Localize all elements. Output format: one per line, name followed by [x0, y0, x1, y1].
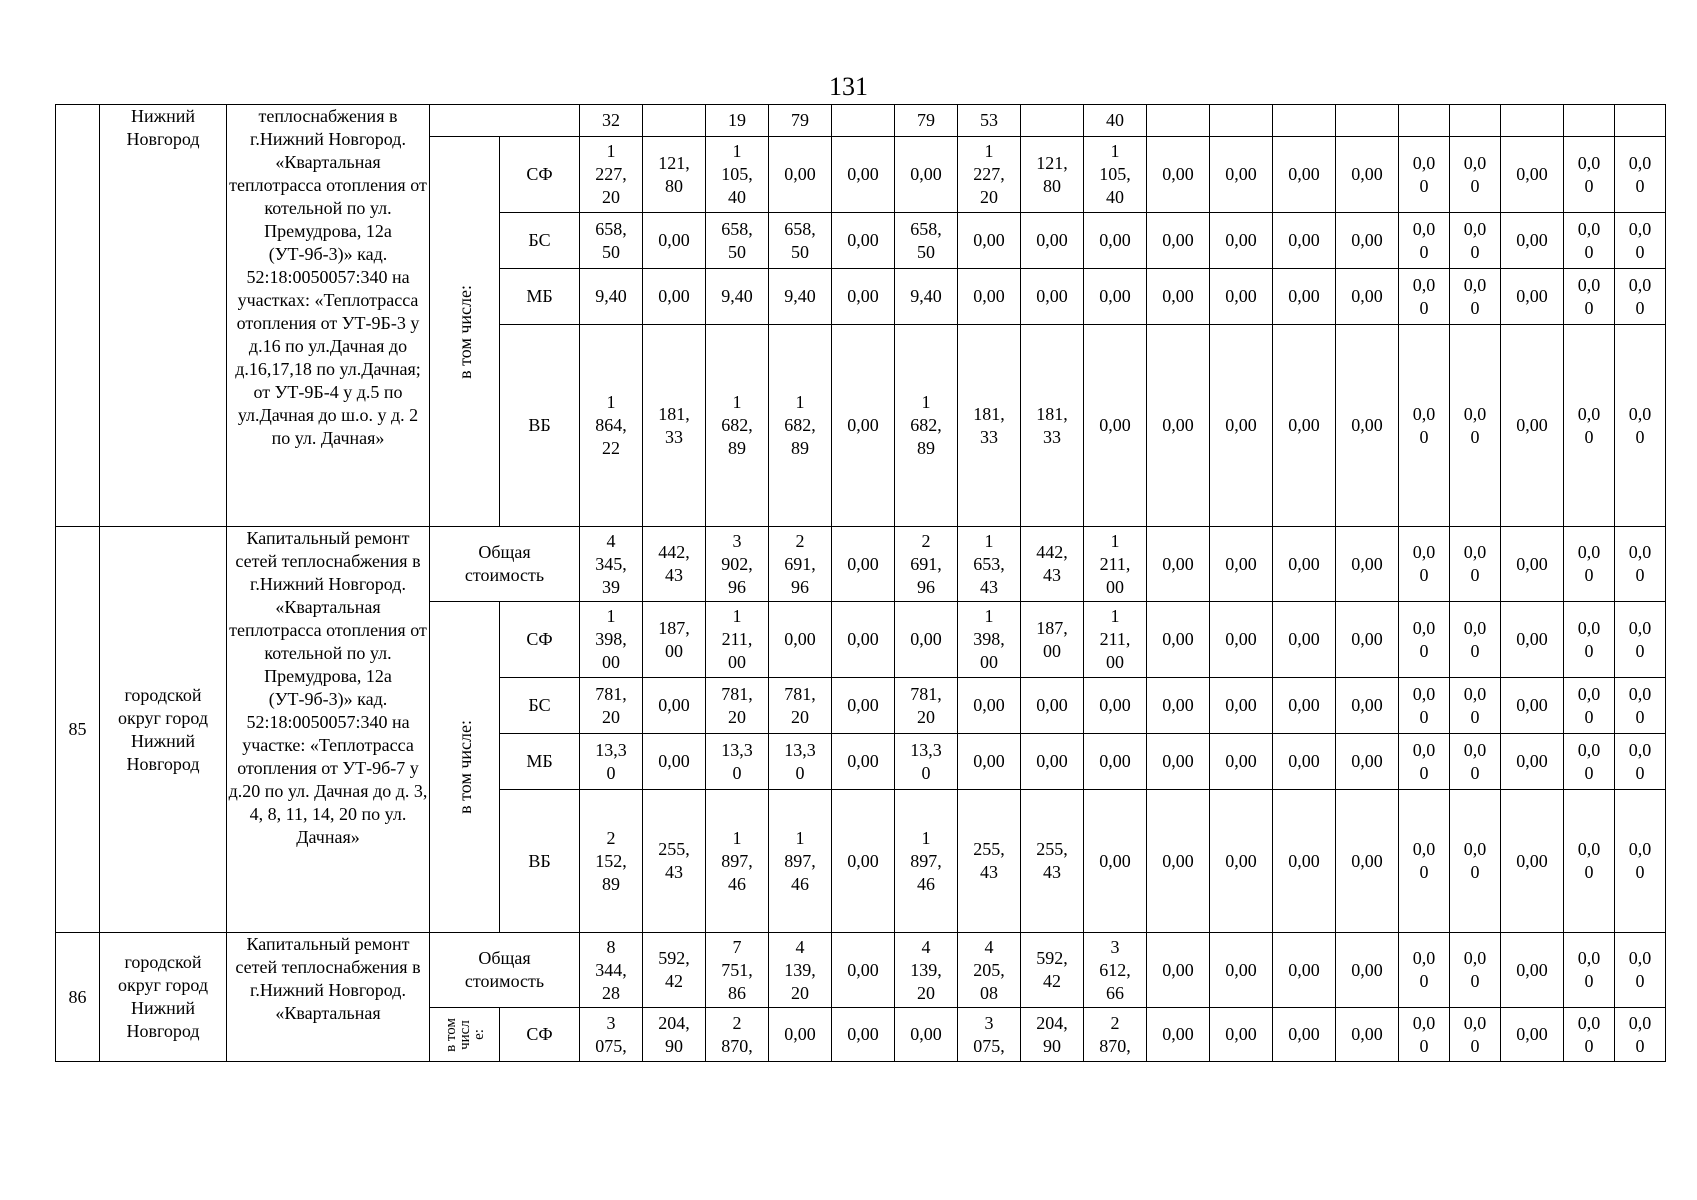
value-cell: 0,00: [1084, 269, 1147, 325]
value-cell: 1 653, 43: [958, 527, 1021, 602]
value-cell: 0,00: [1273, 678, 1336, 734]
value-cell: 181, 33: [643, 325, 706, 527]
value-cell: 0,00: [832, 790, 895, 933]
value-cell: 0,00: [1084, 678, 1147, 734]
value-cell: 121, 80: [1021, 137, 1084, 213]
value-cell: 0,00: [1273, 790, 1336, 933]
value-cell: 1 897, 46: [706, 790, 769, 933]
value-cell: 0,00: [1210, 325, 1273, 527]
value-cell: 1 211, 00: [1084, 602, 1147, 678]
value-cell: 0,00: [1501, 933, 1564, 1008]
value-cell: 442, 43: [643, 527, 706, 602]
value-cell: 204, 90: [643, 1008, 706, 1062]
value-cell: 0,0 0: [1399, 137, 1450, 213]
value-cell: 1 227, 20: [958, 137, 1021, 213]
value-cell: 592, 42: [1021, 933, 1084, 1008]
value-cell: 0,0 0: [1450, 325, 1501, 527]
value-cell: 0,00: [769, 1008, 832, 1062]
value-cell: 181, 33: [958, 325, 1021, 527]
funding-type: БС: [500, 213, 580, 269]
value-cell: 0,00: [832, 602, 895, 678]
value-cell: 79: [895, 105, 958, 137]
value-cell: 0,0 0: [1450, 734, 1501, 790]
group-label: [430, 602, 500, 933]
value-cell: 0,0 0: [1615, 213, 1666, 269]
value-cell: 0,00: [643, 734, 706, 790]
value-cell: 0,00: [1021, 678, 1084, 734]
value-cell: 0,00: [1084, 213, 1147, 269]
value-cell: 0,00: [958, 678, 1021, 734]
value-cell: 0,0 0: [1399, 1008, 1450, 1062]
value-cell: 0,00: [643, 269, 706, 325]
value-cell: 0,00: [1336, 137, 1399, 213]
value-cell: [1615, 105, 1666, 137]
value-cell: 658, 50: [706, 213, 769, 269]
value-cell: 0,00: [1147, 1008, 1210, 1062]
value-cell: 0,0 0: [1399, 933, 1450, 1008]
value-cell: 1 897, 46: [769, 790, 832, 933]
value-cell: 0,00: [1501, 678, 1564, 734]
value-cell: 0,00: [1210, 213, 1273, 269]
funding-type: ВБ: [500, 325, 580, 527]
value-cell: 4 139, 20: [895, 933, 958, 1008]
value-cell: 0,0 0: [1450, 1008, 1501, 1062]
value-cell: 4 139, 20: [769, 933, 832, 1008]
value-cell: 13,3 0: [769, 734, 832, 790]
value-cell: 658, 50: [769, 213, 832, 269]
value-cell: 0,0 0: [1450, 269, 1501, 325]
value-cell: 187, 00: [1021, 602, 1084, 678]
value-cell: [1147, 105, 1210, 137]
value-cell: 0,00: [1147, 678, 1210, 734]
value-cell: 8 344, 28: [580, 933, 643, 1008]
value-cell: [1273, 105, 1336, 137]
value-cell: 1 398, 00: [958, 602, 1021, 678]
value-cell: 1 897, 46: [895, 790, 958, 933]
value-cell: 0,0 0: [1450, 213, 1501, 269]
value-cell: 0,00: [1210, 933, 1273, 1008]
value-cell: 0,00: [895, 137, 958, 213]
value-cell: 0,00: [1501, 602, 1564, 678]
value-cell: 0,00: [1273, 1008, 1336, 1062]
group-label: [430, 1008, 500, 1062]
value-cell: 0,00: [1147, 734, 1210, 790]
group-label-text: в том числе:: [454, 720, 475, 814]
value-cell: 1 105, 40: [1084, 137, 1147, 213]
value-cell: 0,00: [832, 213, 895, 269]
value-cell: 0,00: [1273, 602, 1336, 678]
value-cell: 4 345, 39: [580, 527, 643, 602]
value-cell: 0,00: [1084, 734, 1147, 790]
value-cell: 0,00: [1273, 213, 1336, 269]
value-cell: [1021, 105, 1084, 137]
value-cell: 121, 80: [643, 137, 706, 213]
value-cell: 9,40: [895, 269, 958, 325]
value-cell: 255, 43: [1021, 790, 1084, 933]
finance-table: [55, 104, 1666, 1062]
value-cell: 0,00: [958, 734, 1021, 790]
value-cell: [1501, 105, 1564, 137]
value-cell: 0,00: [1147, 137, 1210, 213]
value-cell: 0,0 0: [1615, 269, 1666, 325]
value-cell: 2 870,: [706, 1008, 769, 1062]
value-cell: 3 075,: [958, 1008, 1021, 1062]
value-cell: 1 227, 20: [580, 137, 643, 213]
value-cell: 0,0 0: [1564, 602, 1615, 678]
value-cell: 0,00: [1273, 325, 1336, 527]
value-cell: [1399, 105, 1450, 137]
value-cell: 255, 43: [958, 790, 1021, 933]
value-cell: 13,3 0: [706, 734, 769, 790]
value-cell: 181, 33: [1021, 325, 1084, 527]
value-cell: 1 682, 89: [895, 325, 958, 527]
value-cell: 0,00: [643, 678, 706, 734]
value-cell: 0,0 0: [1564, 790, 1615, 933]
value-cell: 0,0 0: [1399, 602, 1450, 678]
value-cell: 1 682, 89: [769, 325, 832, 527]
value-cell: 0,00: [1336, 213, 1399, 269]
value-cell: 0,00: [1147, 602, 1210, 678]
value-cell: 0,00: [1273, 527, 1336, 602]
value-cell: 0,00: [1273, 933, 1336, 1008]
blank-cell: [430, 105, 580, 137]
value-cell: 0,00: [1336, 269, 1399, 325]
value-cell: 0,00: [1336, 678, 1399, 734]
value-cell: 0,0 0: [1615, 325, 1666, 527]
value-cell: 0,0 0: [1615, 527, 1666, 602]
value-cell: 4 205, 08: [958, 933, 1021, 1008]
value-cell: 0,00: [1501, 269, 1564, 325]
value-cell: 0,00: [895, 1008, 958, 1062]
group-label: [430, 137, 500, 527]
value-cell: 0,00: [895, 602, 958, 678]
value-cell: 0,0 0: [1564, 269, 1615, 325]
value-cell: 7 751, 86: [706, 933, 769, 1008]
value-cell: 781, 20: [895, 678, 958, 734]
value-cell: 0,00: [1336, 527, 1399, 602]
total-row: [56, 527, 1666, 602]
value-cell: 2 691, 96: [769, 527, 832, 602]
value-cell: 1 105, 40: [706, 137, 769, 213]
value-cell: 0,00: [1147, 213, 1210, 269]
total-label: Общая стоимость: [430, 527, 580, 602]
value-cell: 0,00: [1147, 933, 1210, 1008]
funding-type: СФ: [500, 602, 580, 678]
value-cell: 40: [1084, 105, 1147, 137]
value-cell: 0,00: [1273, 137, 1336, 213]
value-cell: 9,40: [706, 269, 769, 325]
value-cell: 781, 20: [769, 678, 832, 734]
row-number: 86: [56, 933, 100, 1062]
value-cell: 0,0 0: [1564, 137, 1615, 213]
value-cell: [1210, 105, 1273, 137]
value-cell: 0,0 0: [1564, 213, 1615, 269]
value-cell: 781, 20: [580, 678, 643, 734]
value-cell: 0,00: [1273, 734, 1336, 790]
value-cell: 1 398, 00: [580, 602, 643, 678]
funding-type: МБ: [500, 269, 580, 325]
value-cell: 0,00: [1210, 602, 1273, 678]
municipality: городской округ город Нижний Новгород: [100, 527, 227, 933]
value-cell: 0,00: [1336, 734, 1399, 790]
value-cell: 0,0 0: [1615, 678, 1666, 734]
value-cell: 0,00: [1501, 213, 1564, 269]
municipality: Нижний Новгород: [100, 105, 227, 527]
value-cell: [832, 105, 895, 137]
value-cell: 0,0 0: [1564, 527, 1615, 602]
value-cell: 3 612, 66: [1084, 933, 1147, 1008]
value-cell: [1564, 105, 1615, 137]
value-cell: 0,0 0: [1450, 137, 1501, 213]
value-cell: 0,00: [1147, 325, 1210, 527]
object-description: Капитальный ремонт сетей теплоснабжения в г.Нижний Новгород. «Квартальная теплотрасса отопления от котельной по ул. Премудрова, 12а (УТ-9б-3)» кад. 52:18:0050057:340 на участке: «Теплотрасса отопления от УТ-9б-7 у д.20 по ул. Дачная до д. 3, 4, 8, 11, 14, 20 по ул. Дачная»: [227, 527, 430, 933]
value-cell: 9,40: [580, 269, 643, 325]
object-description: теплоснабжения в г.Нижний Новгород. «Квартальная теплотрасса отопления от котельной по ул. Премудрова, 12а (УТ-9б-3)» кад. 52:18:0050057:340 на участках: «Теплотрасса отопления от УТ-9Б-3 у д.16 по ул.Дачная до д.16,17,18 по ул.Дачная; от УТ-9Б-4 у д.5 по ул.Дачная до ш.о. у д. 2 по ул. Дачная»: [227, 105, 430, 527]
value-cell: 0,0 0: [1450, 527, 1501, 602]
value-cell: 658, 50: [580, 213, 643, 269]
value-cell: 0,00: [1147, 527, 1210, 602]
value-cell: 0,00: [1501, 1008, 1564, 1062]
funding-type: МБ: [500, 734, 580, 790]
value-cell: 0,0 0: [1450, 678, 1501, 734]
value-cell: 442, 43: [1021, 527, 1084, 602]
funding-type: СФ: [500, 1008, 580, 1062]
value-cell: 0,00: [1021, 213, 1084, 269]
value-cell: 0,00: [769, 602, 832, 678]
value-cell: 0,0 0: [1399, 527, 1450, 602]
value-cell: 0,00: [1210, 527, 1273, 602]
value-cell: 0,00: [1021, 269, 1084, 325]
value-cell: 13,3 0: [895, 734, 958, 790]
total-label: Общая стоимость: [430, 933, 580, 1008]
value-cell: 0,00: [1273, 269, 1336, 325]
value-cell: 592, 42: [643, 933, 706, 1008]
value-cell: 0,00: [832, 527, 895, 602]
value-cell: 255, 43: [643, 790, 706, 933]
value-cell: 0,0 0: [1564, 1008, 1615, 1062]
value-cell: 0,00: [1147, 269, 1210, 325]
value-cell: 658, 50: [895, 213, 958, 269]
total-row: [56, 933, 1666, 1008]
value-cell: 0,00: [1084, 790, 1147, 933]
value-cell: 0,0 0: [1450, 602, 1501, 678]
value-cell: 1 211, 00: [706, 602, 769, 678]
value-cell: 0,0 0: [1564, 325, 1615, 527]
value-cell: 0,00: [1210, 137, 1273, 213]
funding-type: ВБ: [500, 790, 580, 933]
value-cell: 2 870,: [1084, 1008, 1147, 1062]
value-cell: 0,0 0: [1615, 1008, 1666, 1062]
value-cell: 0,0 0: [1399, 325, 1450, 527]
value-cell: 204, 90: [1021, 1008, 1084, 1062]
value-cell: 0,0 0: [1615, 933, 1666, 1008]
value-cell: 13,3 0: [580, 734, 643, 790]
value-cell: 2 152, 89: [580, 790, 643, 933]
value-cell: 0,00: [1501, 325, 1564, 527]
value-cell: 1 864, 22: [580, 325, 643, 527]
value-cell: 0,0 0: [1450, 790, 1501, 933]
value-cell: 0,00: [832, 137, 895, 213]
value-cell: 1 682, 89: [706, 325, 769, 527]
value-cell: 0,0 0: [1615, 602, 1666, 678]
value-cell: [1450, 105, 1501, 137]
value-cell: 0,00: [832, 678, 895, 734]
value-cell: 3 075,: [580, 1008, 643, 1062]
group-label-text: в том числ е:: [442, 1017, 487, 1052]
continued-row: [56, 105, 1666, 137]
row-number: 85: [56, 527, 100, 933]
page-number: 131: [829, 72, 868, 101]
group-label-text: в том числе:: [454, 284, 475, 379]
value-cell: 0,00: [832, 734, 895, 790]
value-cell: 0,00: [1210, 1008, 1273, 1062]
value-cell: 79: [769, 105, 832, 137]
value-cell: 0,00: [1501, 527, 1564, 602]
municipality: городской округ город Нижний Новгород: [100, 933, 227, 1062]
row-number: [56, 105, 100, 527]
value-cell: 0,00: [1336, 602, 1399, 678]
value-cell: 0,00: [1336, 790, 1399, 933]
value-cell: 0,0 0: [1399, 678, 1450, 734]
value-cell: [1336, 105, 1399, 137]
value-cell: 0,00: [1021, 734, 1084, 790]
value-cell: 0,00: [1336, 1008, 1399, 1062]
value-cell: 19: [706, 105, 769, 137]
value-cell: 0,0 0: [1399, 790, 1450, 933]
funding-type: СФ: [500, 137, 580, 213]
value-cell: 0,0 0: [1615, 734, 1666, 790]
value-cell: 32: [580, 105, 643, 137]
value-cell: 0,0 0: [1564, 678, 1615, 734]
value-cell: 0,00: [1084, 325, 1147, 527]
value-cell: 0,00: [1501, 790, 1564, 933]
value-cell: 0,00: [832, 269, 895, 325]
value-cell: 0,00: [1501, 734, 1564, 790]
value-cell: 0,00: [1210, 790, 1273, 933]
value-cell: 0,00: [832, 933, 895, 1008]
value-cell: 0,00: [832, 1008, 895, 1062]
value-cell: 0,0 0: [1399, 734, 1450, 790]
value-cell: 1 211, 00: [1084, 527, 1147, 602]
value-cell: 0,0 0: [1615, 137, 1666, 213]
funding-type: БС: [500, 678, 580, 734]
value-cell: 0,00: [958, 269, 1021, 325]
value-cell: 0,00: [1501, 137, 1564, 213]
value-cell: 3 902, 96: [706, 527, 769, 602]
value-cell: 0,00: [1210, 269, 1273, 325]
value-cell: 781, 20: [706, 678, 769, 734]
value-cell: 0,00: [832, 325, 895, 527]
value-cell: 0,0 0: [1564, 933, 1615, 1008]
value-cell: 0,0 0: [1615, 790, 1666, 933]
value-cell: 0,0 0: [1399, 213, 1450, 269]
value-cell: 0,0 0: [1399, 269, 1450, 325]
value-cell: 0,00: [769, 137, 832, 213]
value-cell: 0,0 0: [1450, 933, 1501, 1008]
value-cell: 0,0 0: [1564, 734, 1615, 790]
object-description: Капитальный ремонт сетей теплоснабжения в г.Нижний Новгород. «Квартальная: [227, 933, 430, 1062]
value-cell: 2 691, 96: [895, 527, 958, 602]
value-cell: 0,00: [1210, 734, 1273, 790]
value-cell: 0,00: [1336, 933, 1399, 1008]
value-cell: 0,00: [643, 213, 706, 269]
value-cell: 0,00: [958, 213, 1021, 269]
value-cell: [643, 105, 706, 137]
value-cell: 187, 00: [643, 602, 706, 678]
value-cell: 0,00: [1336, 325, 1399, 527]
value-cell: 53: [958, 105, 1021, 137]
value-cell: 9,40: [769, 269, 832, 325]
value-cell: 0,00: [1147, 790, 1210, 933]
value-cell: 0,00: [1210, 678, 1273, 734]
